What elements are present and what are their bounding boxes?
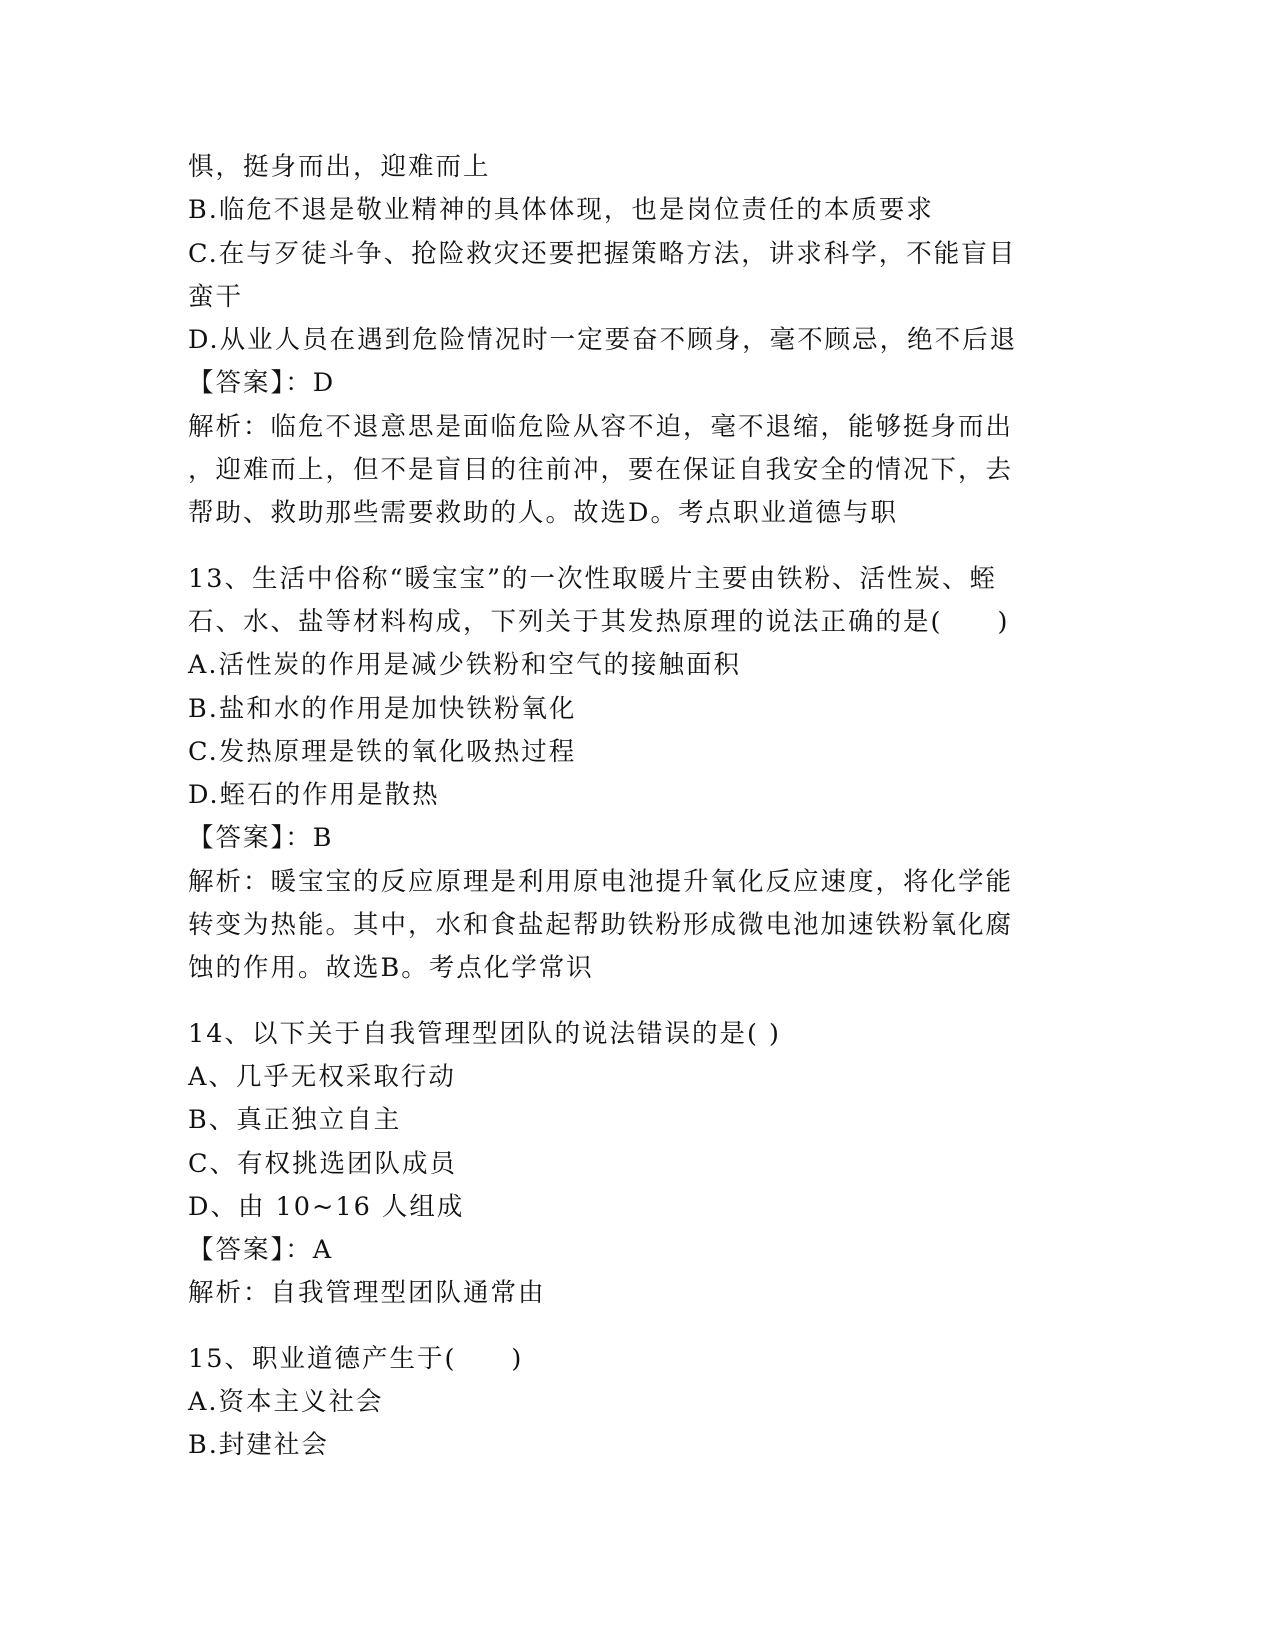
question-stem: 13、生活中俗称“暖宝宝”的一次性取暖片主要由铁粉、活性炭、蛭 [188,563,998,594]
option-a: A、几乎无权采取行动 [188,1061,456,1092]
explanation-line: 解析：临危不退意思是面临危险从容不迫，毫不退缩，能够挺身而出 [188,411,1014,442]
question-13 [188,558,1068,991]
question-14 [188,1013,1068,1316]
spacer [188,991,1068,1013]
explanation-line: 帮助、救助那些需要救助的人。故选D。考点职业道德与职 [188,498,898,529]
document-body [188,146,1068,1468]
explanation-line: 解析：自我管理型团队通常由 [188,1278,546,1309]
option-c: C.在与歹徒斗争、抢险救灾还要把握策略方法，讲求科学，不能盲目 [188,238,1017,269]
option-a: A.活性炭的作用是减少铁粉和空气的接触面积 [188,650,742,681]
option-text: 惧，挺身而出，迎难而上 [188,152,491,182]
question-stem-continued: 石、水、盐等材料构成，下列关于其发热原理的说法正确的是( ) [188,606,1010,637]
spacer [188,1316,1068,1338]
explanation-line: 转变为热能。其中，水和食盐起帮助铁粉形成微电池加速铁粉氧化腐 [188,910,1014,941]
spacer [188,536,1068,558]
option-d: D.从业人员在遇到危险情况时一定要奋不顾身，毫不顾忌，绝不后退 [188,325,1018,356]
option-a: A.资本主义社会 [188,1387,384,1418]
option-d: D、由 10~16 人组成 [188,1191,465,1222]
question-12-tail [188,146,1068,536]
explanation-line: 蚀的作用。故选B。考点化学常识 [188,953,594,984]
explanation-line: 解析：暖宝宝的反应原理是利用原电池提升氧化反应速度，将化学能 [188,866,1014,897]
explanation-line: ，迎难而上，但不是盲目的往前冲，要在保证自我安全的情况下，去 [188,455,1014,486]
option-c: C、有权挑选团队成员 [188,1148,458,1179]
answer: 【答案】：D [188,368,336,399]
option-b: B、真正独立自主 [188,1105,402,1136]
answer: 【答案】：A [188,1235,334,1266]
option-b: B.盐和水的作用是加快铁粉氧化 [188,693,577,724]
option-b: B.临危不退是敬业精神的具体体现，也是岗位责任的本质要求 [188,195,934,226]
question-stem: 15、职业道德产生于( ) [188,1343,524,1374]
answer: 【答案】：B [188,823,334,854]
option-c: C.发热原理是铁的氧化吸热过程 [188,736,577,767]
option-c-continued: 蛮干 [188,281,244,312]
question-stem: 14、以下关于自我管理型团队的说法错误的是( ) [188,1018,781,1049]
option-d: D.蛭石的作用是散热 [188,780,440,811]
question-15 [188,1338,1068,1468]
option-b: B.封建社会 [188,1430,329,1461]
